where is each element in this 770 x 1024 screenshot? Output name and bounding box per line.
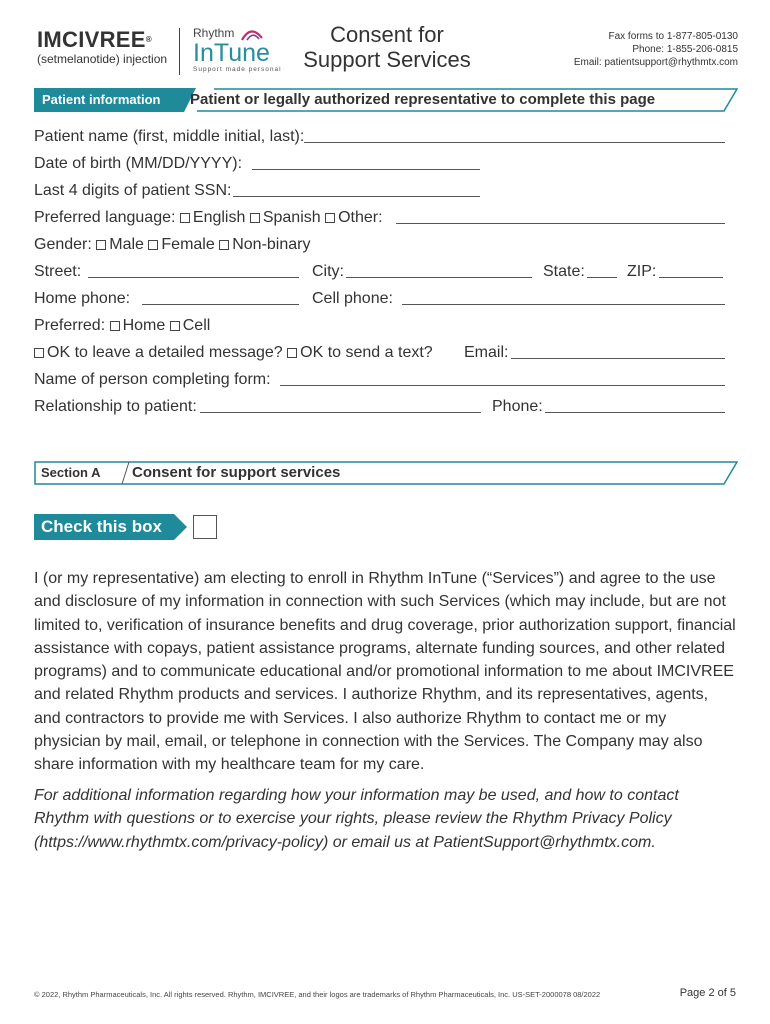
phone-label: Phone:	[492, 398, 543, 415]
fax-number: Fax forms to 1-877-805-0130	[608, 31, 738, 42]
dob-label: Date of birth (MM/DD/YYYY):	[34, 155, 243, 172]
ok-message-checkbox[interactable]	[34, 348, 44, 358]
patient-banner-text: Patient or legally authorized representative to complete this page	[190, 91, 656, 108]
male-label: Male	[109, 236, 144, 253]
phone-field[interactable]	[545, 398, 725, 413]
ssn-row	[34, 182, 726, 206]
female-checkbox[interactable]	[148, 240, 158, 250]
male-checkbox[interactable]	[96, 240, 106, 250]
cell-phone-label: Cell phone:	[312, 290, 393, 307]
title-line-1: Consent for	[330, 22, 444, 47]
english-label: English	[192, 209, 246, 226]
patient-banner	[34, 88, 738, 112]
relationship-row	[34, 398, 726, 422]
consent-checkbox[interactable]	[193, 515, 217, 539]
english-checkbox[interactable]	[180, 213, 190, 223]
brand-name: IMCIVREE	[37, 27, 146, 52]
ssn-field[interactable]	[233, 182, 480, 197]
spanish-checkbox[interactable]	[250, 213, 260, 223]
spanish-label: Spanish	[262, 209, 321, 226]
zip-field[interactable]	[659, 263, 723, 278]
home-phone-label: Home phone:	[34, 290, 131, 307]
pref-home-label: Home	[122, 317, 166, 334]
contact-info	[574, 30, 738, 69]
completing-row	[34, 371, 726, 395]
program-tagline: Support made personal	[193, 66, 282, 73]
gender-row	[34, 236, 726, 260]
section-a-banner	[34, 461, 738, 485]
ssn-label: Last 4 digits of patient SSN:	[34, 182, 232, 199]
street-label: Street:	[34, 263, 82, 280]
nonbinary-checkbox[interactable]	[219, 240, 229, 250]
program-small-label: Rhythm	[193, 26, 235, 40]
relationship-field[interactable]	[200, 398, 481, 413]
ok-message-label: OK to leave a detailed message?	[47, 344, 283, 361]
program-name: InTune	[193, 39, 270, 67]
contact-email: Email: patientsupport@rhythmtx.com	[573, 57, 738, 68]
phone-number: Phone: 1-855-206-0815	[632, 44, 738, 55]
pref-cell-label: Cell	[182, 317, 211, 334]
home-phone-field[interactable]	[142, 290, 299, 305]
intune-logo	[193, 26, 293, 73]
dob-field[interactable]	[252, 155, 480, 170]
cell-phone-field[interactable]	[402, 290, 725, 305]
imcivree-logo	[37, 28, 172, 66]
city-label: City:	[312, 263, 344, 280]
page-number: Page 2 of 5	[679, 987, 736, 999]
other-language-field[interactable]	[396, 209, 725, 224]
patient-name-row	[34, 128, 726, 152]
dob-row	[34, 155, 726, 179]
check-this-box-label: Check this box	[34, 514, 174, 540]
email-label: Email:	[464, 344, 509, 361]
city-field[interactable]	[346, 263, 532, 278]
completing-name-label: Name of person completing form:	[34, 371, 271, 388]
ok-text-checkbox[interactable]	[287, 348, 297, 358]
logo-divider	[179, 28, 180, 75]
language-label: Preferred language:	[34, 209, 176, 226]
female-label: Female	[161, 236, 215, 253]
zip-label: ZIP:	[627, 263, 657, 280]
phones-row	[34, 290, 726, 314]
preferred-row	[34, 317, 726, 341]
section-a-tab: Section A	[41, 465, 101, 480]
patient-banner-tab: Patient information	[42, 92, 161, 107]
state-field[interactable]	[587, 263, 617, 278]
patient-name-field[interactable]	[304, 128, 725, 143]
footer-copyright: © 2022, Rhythm Pharmaceuticals, Inc. All rights reserved. Rhythm, IMCIVREE, and their logos are trademarks of Rhythm Pharmaceuticals, Inc. US-SET-2000078 08/2022	[34, 990, 601, 999]
contact-permissions-row	[34, 344, 726, 368]
ok-text-label: OK to send a text?	[300, 344, 433, 361]
brand-subtitle: (setmelanotide) injection	[37, 52, 168, 66]
section-a-title: Consent for support services	[132, 464, 341, 481]
state-label: State:	[543, 263, 585, 280]
email-field[interactable]	[511, 344, 725, 359]
completing-name-field[interactable]	[280, 371, 725, 386]
street-field[interactable]	[88, 263, 299, 278]
relationship-label: Relationship to patient:	[34, 398, 197, 415]
page-title	[302, 22, 472, 72]
language-row	[34, 209, 726, 233]
preferred-label: Preferred:	[34, 317, 106, 334]
brand-registered-mark: ®	[145, 35, 152, 44]
privacy-paragraph: For additional information regarding how your information may be used, and how to contact Rhythm with questions or to exercise your rights, please review the Rhythm Privacy Policy (https://www.rhythmtx.com/privacy-policy) or email us at PatientSupport@rhythmtx.com.	[34, 787, 679, 851]
nonbinary-label: Non-binary	[232, 236, 311, 253]
pref-cell-checkbox[interactable]	[170, 321, 180, 331]
check-label-arrow	[174, 514, 187, 540]
title-line-2: Support Services	[303, 47, 471, 72]
consent-paragraph: I (or my representative) am electing to enroll in Rhythm InTune (“Services”) and agree to the use and disclosure of my information in connection with such Services (which may include, but are not limited to, verification of insurance benefits and drug coverage, prior authorization support, financial assistance with copays, patient assistance programs, alternate funding sources, and other related programs) and to communicate educational and/or promotional information to me about IMCIVREE and related Rhythm products and services. I authorize Rhythm, and its representatives, agents, and contractors to provide me with Services. I also authorize Rhythm to contact me or my physician by mail, email, or telephone in connection with the Services. The Company may also share information with my healthcare team for my care.	[34, 570, 736, 774]
address-row	[34, 263, 726, 287]
other-language-label: Other:	[338, 209, 383, 226]
patient-name-label: Patient name (first, middle initial, last):	[34, 128, 305, 145]
pref-home-checkbox[interactable]	[110, 321, 120, 331]
other-language-checkbox[interactable]	[325, 213, 335, 223]
gender-label: Gender:	[34, 236, 92, 253]
